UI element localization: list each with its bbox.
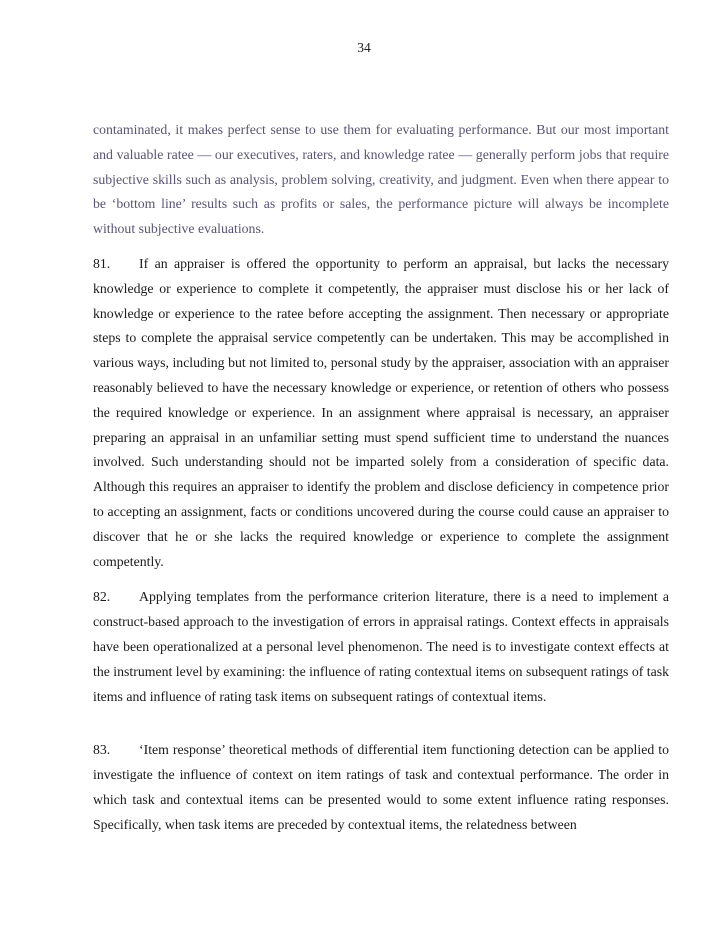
paragraph-number: 81. bbox=[93, 255, 111, 271]
paragraph-83 bbox=[93, 738, 669, 837]
paragraph-text: Applying templates from the performance criterion literature, there is a need to implement a construct-based approach to the investigation of errors in appraisal ratings. Context effects in appraisals have been operationalized at a personal level phenomenon. The need is to investigate context effects at the instrument level by examining: the influence of rating contextual items on subsequent ratings of task items and influence of rating task items on subsequent ratings of contextual items. bbox=[93, 589, 669, 704]
paragraph-number: 83. bbox=[93, 742, 111, 758]
paragraph-text: If an appraiser is offered the opportunity to perform an appraisal, but lacks the necessary knowledge or experience to complete it competently, the appraiser must disclose his or her lack of knowledge or experience to the ratee before accepting the assignment. Then necessary or appropriate steps to complete the appraisal service competently can be undertaken. This may be accomplished in various ways, including but not limited to, personal study by the appraiser, association with an appraiser reasonably believed to have the necessary knowledge or experience, or retention of others who possess the required knowledge or experience. In an assignment where appraisal is necessary, an appraiser preparing an appraisal in an unfamiliar setting must spend sufficient time to understand the nuances involved. Such understanding should not be imparted solely from a consideration of specific data. Although this requires an appraiser to identify the problem and disclose deficiency in competence prior to accepting an assignment, facts or conditions uncovered during the course could cause an appraiser to discover that he or she lacks the required knowledge or experience to complete the assignment competently. bbox=[93, 255, 669, 569]
paragraph-82 bbox=[93, 585, 669, 709]
paragraph-text: contaminated, it makes perfect sense to use them for evaluating performance. But our most important and valuable ratee — our executives, raters, and knowledge ratee — generally perform jobs that require subjective skills such as analysis, problem solving, creativity, and judgment. Even when there appear to be ‘bottom line’ results such as profits or sales, the performance picture will always be incomplete without subjective evaluations. bbox=[93, 122, 669, 237]
page-number: 34 bbox=[357, 40, 371, 55]
document-body bbox=[93, 118, 669, 838]
paragraph-81 bbox=[93, 252, 669, 574]
paragraph-text: ‘Item response’ theoretical methods of differential item functioning detection can be applied to investigate the influence of context on item ratings of task and contextual performance. The order in which task and contextual items can be presented would to some extent influence rating responses. Specifically, when task items are preceded by contextual items, the relatedness between bbox=[93, 742, 669, 832]
paragraph-number: 82. bbox=[93, 589, 111, 605]
paragraph-continued bbox=[93, 118, 669, 242]
